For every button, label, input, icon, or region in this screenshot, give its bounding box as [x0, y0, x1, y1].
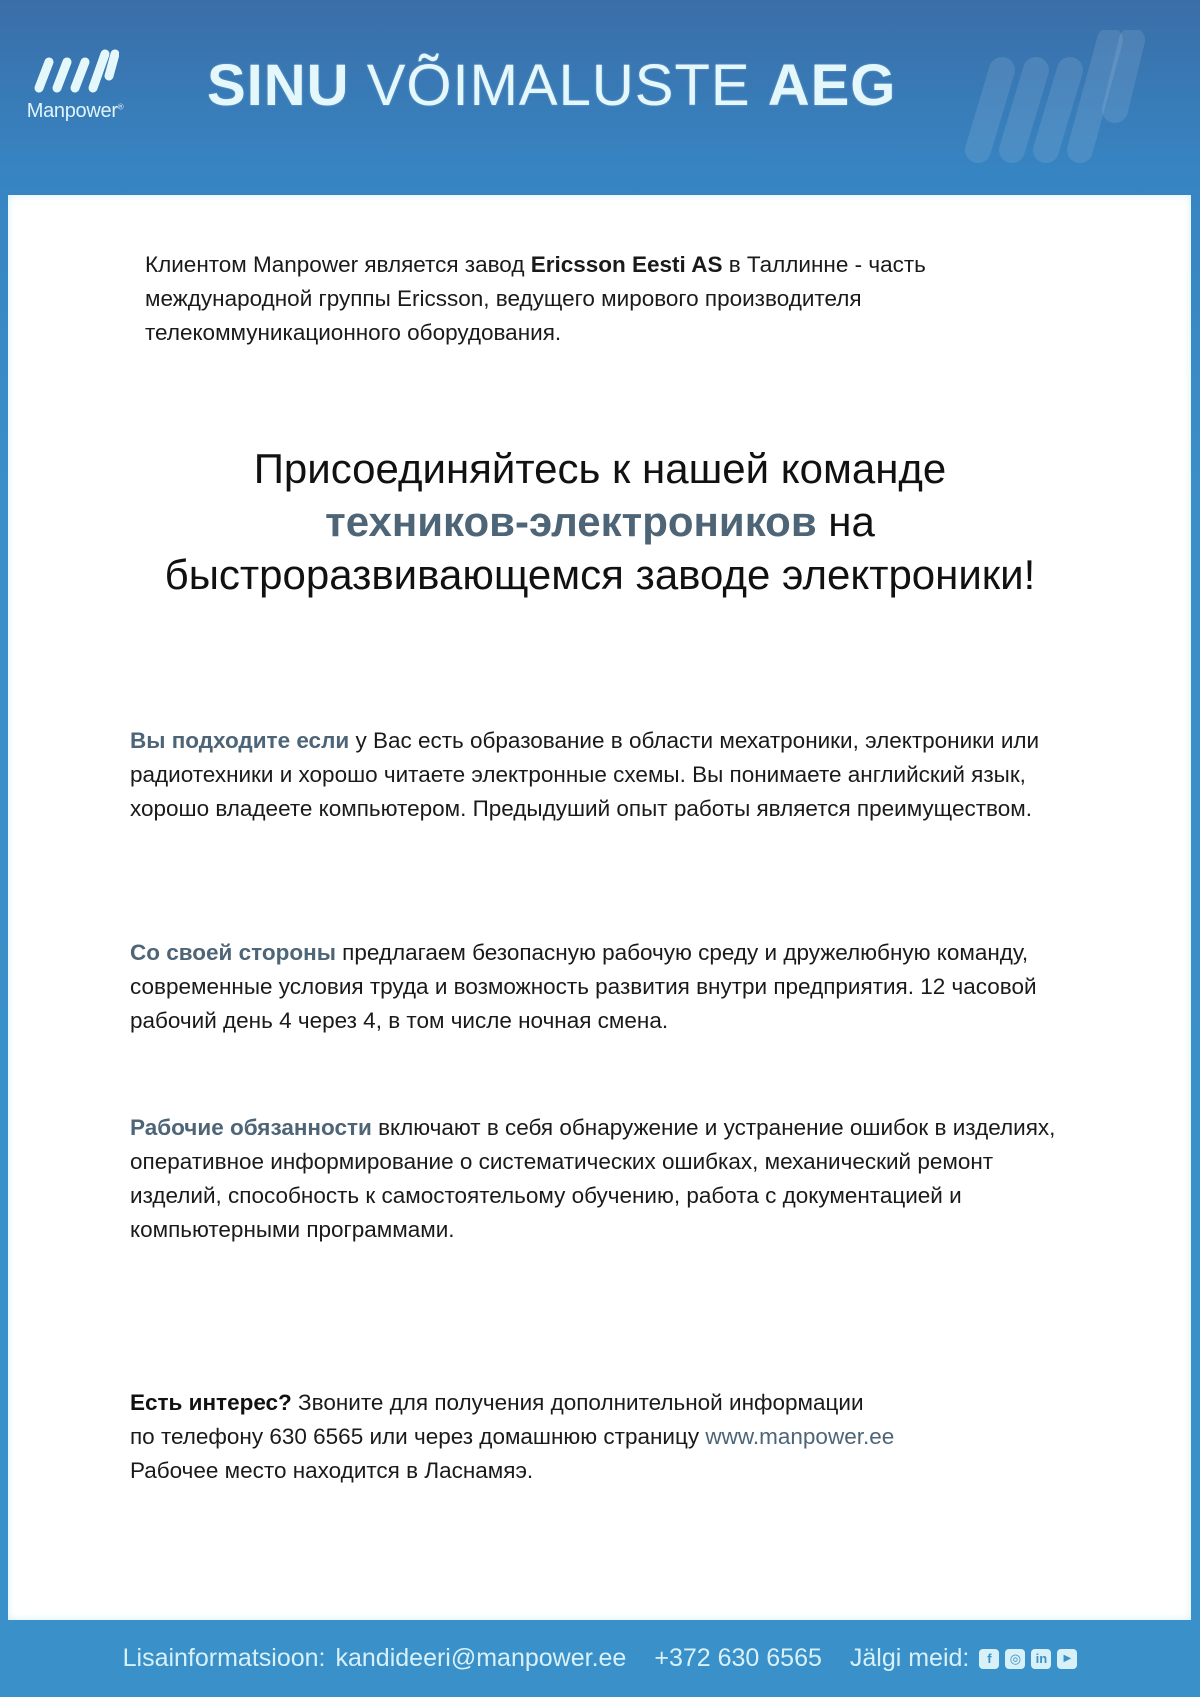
cta-line-3: быстроразвивающемся заводе электроники!	[164, 551, 1036, 598]
footer-bar	[0, 1620, 1200, 1697]
youtube-icon[interactable]: ▶	[1057, 1649, 1077, 1669]
manpower-logo-icon	[31, 48, 119, 94]
intro-paragraph	[145, 248, 1065, 350]
contact-lead: Есть интерес?	[130, 1390, 292, 1415]
section-lead: Вы подходите если	[130, 728, 350, 753]
section-lead: Рабочие обязанности	[130, 1115, 372, 1140]
footer-follow-label: Jälgi meid:	[849, 1644, 970, 1672]
footer-label: Lisainformatsioon:	[122, 1644, 326, 1672]
social-links	[979, 1649, 1077, 1669]
section-requirements	[130, 724, 1090, 826]
section-contact	[130, 1386, 1090, 1488]
facebook-icon[interactable]: f	[979, 1649, 999, 1669]
section-offer	[130, 936, 1090, 1038]
headline-bold-2: AEG	[767, 53, 897, 118]
contact-text: Звоните для получения дополнительной информации	[291, 1390, 864, 1415]
intro-text: Клиентом Manpower является завод	[145, 252, 531, 277]
section-text: предлагаем безопасную рабочую среду и дружелюбную команду, современные условия труда и возможность развития внутри предприятия. 12 часовой рабочий день 4 через 4, в том числе ночная смена.	[130, 940, 1037, 1033]
cta-line-2	[60, 495, 1140, 548]
contact-text-2: по телефону 630 6565 или через домашнюю страницу	[130, 1424, 706, 1449]
section-duties	[130, 1111, 1090, 1247]
section-text: у Вас есть образование в области мехатроники, электроники или радиотехники и хорошо читаете электронные схемы. Вы понимаете английский язык, хорошо владеете компьютером. Предыдуший опыт работы является преимуществом.	[130, 728, 1040, 821]
headline	[207, 52, 896, 119]
contact-location: Рабочее место находится в Ласнамяэ.	[130, 1458, 534, 1483]
cta-accent: техников-электроников	[325, 498, 817, 545]
header-banner	[0, 0, 1200, 195]
linkedin-icon[interactable]: in	[1031, 1649, 1051, 1669]
decorative-stripes-icon	[960, 30, 1160, 170]
section-lead: Со своей стороны	[130, 940, 336, 965]
footer-phone[interactable]: +372 630 6565	[654, 1644, 822, 1672]
cta-line-1: Присоединяйтесь к нашей команде	[253, 445, 947, 492]
headline-bold-1: SINU	[207, 53, 350, 118]
intro-text-rest: в Таллинне - часть международной группы Ericsson, ведущего мирового производителя телекоммуникационного оборудования.	[145, 252, 926, 345]
section-text: включают в себя обнаружение и устранение ошибок в изделиях, оперативное информирование о систематических ошибках, механический ремонт изделий, способность к самостоятельому обучению, работа с документацией и компьютерными программами.	[130, 1115, 1056, 1242]
website-link[interactable]: www.manpower.ee	[705, 1424, 895, 1449]
manpower-logo	[20, 48, 130, 123]
call-to-action-heading	[60, 442, 1140, 601]
cta-line-2-rest: на	[816, 498, 875, 545]
footer-email-link[interactable]: kandideeri@manpower.ee	[335, 1644, 627, 1672]
company-name: Ericsson Eesti AS	[530, 252, 723, 277]
logo-wordmark: Manpower®	[26, 100, 124, 122]
headline-light: VÕIMALUSTE	[366, 53, 751, 118]
instagram-icon[interactable]: ◎	[1005, 1649, 1025, 1669]
